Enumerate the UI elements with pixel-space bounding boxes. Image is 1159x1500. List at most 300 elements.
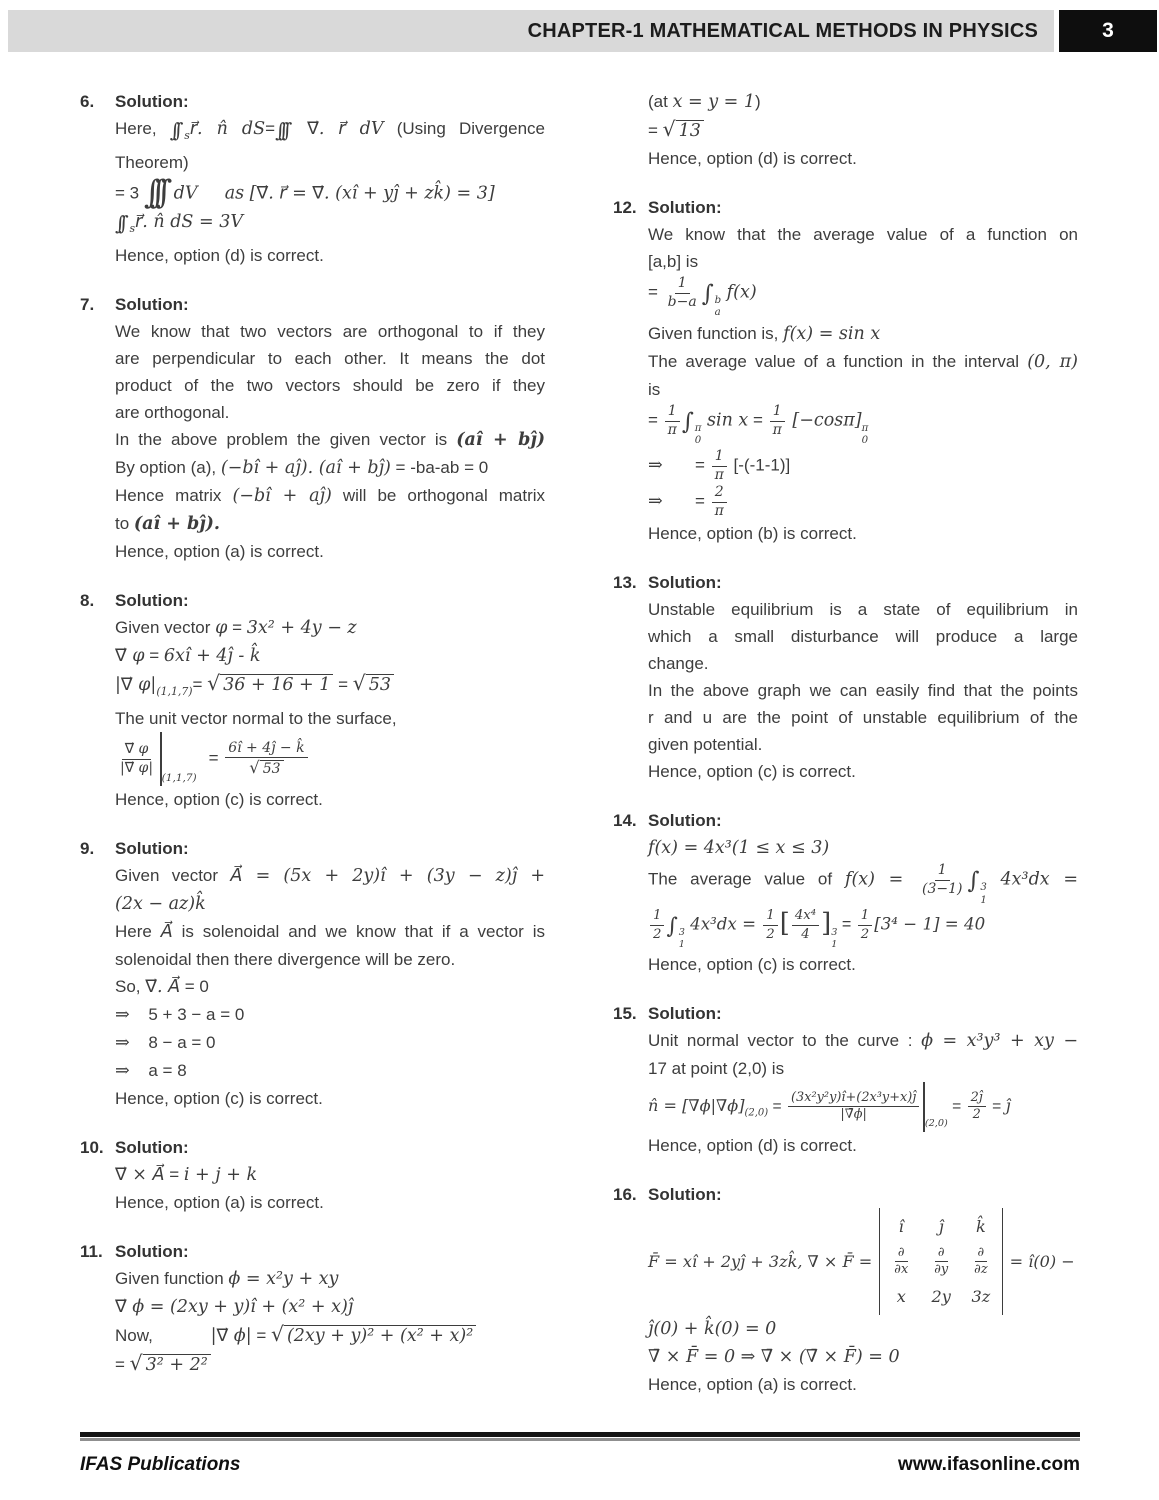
content-line <box>115 482 545 510</box>
content-line <box>648 758 1078 785</box>
radical-sign: √ <box>270 1322 284 1347</box>
solution-heading <box>80 835 545 862</box>
text-run: Here <box>115 922 161 942</box>
content-line <box>115 1001 545 1029</box>
math-run: 13 <box>678 121 701 141</box>
math-run: (−bî + aĵ). (aî + bĵ) <box>220 458 391 479</box>
math-run: î <box>898 1216 904 1236</box>
text-run: Hence, option (c) is correct. <box>648 762 856 782</box>
text-run: Hence, option (d) is correct. <box>648 149 857 168</box>
math-run: ⇒ <box>115 1061 130 1082</box>
fraction <box>786 1090 921 1123</box>
text-run: given potential. <box>648 735 763 755</box>
numerator <box>712 448 727 467</box>
text-run: = <box>144 646 164 666</box>
numerator <box>788 1090 919 1107</box>
text-run: = <box>164 1165 184 1185</box>
solution-title: Solution: <box>115 839 189 859</box>
math-run: ĵ(0) + k̂(0) = 0 <box>648 1319 777 1340</box>
math-run: 1 <box>667 403 677 420</box>
numerator <box>858 907 872 926</box>
content-line <box>648 248 1078 275</box>
numerator <box>665 403 680 422</box>
text-run: Hence, option (c) is correct. <box>115 1089 323 1109</box>
solution-heading <box>80 1134 545 1161</box>
text-run: 17 at point (2,0) is <box>648 1058 785 1078</box>
evaluation-bar <box>160 732 197 786</box>
matrix-cell <box>929 1245 953 1278</box>
math-run: 1 <box>772 403 782 420</box>
math-run: π <box>714 502 724 519</box>
upper-limit: 3 <box>831 926 838 938</box>
solution-block <box>613 88 1078 172</box>
content-line <box>115 705 545 732</box>
solution-body <box>613 596 1078 785</box>
content-line <box>115 890 545 918</box>
solution-block <box>613 569 1078 785</box>
solution-number: 12. <box>613 198 637 217</box>
math-run: ∂y <box>934 1261 949 1277</box>
denominator <box>837 1107 869 1123</box>
content-line <box>648 520 1078 547</box>
lower-limit: 0 <box>694 435 702 447</box>
text-run: Hence, option (c) is correct. <box>648 954 856 974</box>
text-run: change. <box>648 654 709 674</box>
matrix-cell <box>969 1245 992 1278</box>
denominator <box>891 1262 911 1278</box>
matrix-cell <box>969 1213 992 1240</box>
math-run: ∇⃗ φ <box>115 646 145 667</box>
content-line <box>648 484 1078 520</box>
integral-sign: ∫ <box>666 913 671 939</box>
fraction <box>223 740 309 779</box>
math-run: 1 <box>714 448 724 465</box>
math-run: 6xî + 4ĵ - k̂ <box>163 646 261 667</box>
math-run: |∇⃗ φ| <box>115 675 157 696</box>
math-run: dV <box>173 183 198 204</box>
subscript: (1,1,7) <box>156 684 193 698</box>
content-line <box>115 1321 545 1350</box>
content-line <box>115 115 545 149</box>
integral-sign: ∫ <box>701 280 706 307</box>
math-run: ĵ <box>1005 1095 1011 1115</box>
fraction <box>889 1245 913 1278</box>
text-run: We know that the average value of a function on <box>648 225 1078 244</box>
text-run: We know that two vectors are orthogonal to if they <box>115 322 545 342</box>
radicand <box>366 674 394 694</box>
content-line <box>648 951 1078 978</box>
text-run: = <box>115 1355 130 1375</box>
text-run: is solenoidal and we know that if a vector is <box>172 922 545 942</box>
footer-rule-dark <box>80 1432 1080 1437</box>
math-run: ∇̄ × F̄ = 0 ⇒ ∇̄ × (∇̄ × F̄) = 0 <box>648 1347 900 1368</box>
content-line <box>648 596 1078 623</box>
math-run: ∇⃗. r⃗ dV <box>293 119 384 139</box>
solution-heading <box>613 569 1078 596</box>
math-run: 6î + 4ĵ − k̂ <box>228 739 305 756</box>
content-line <box>115 1161 545 1189</box>
numerator <box>122 741 152 760</box>
math-run: ∇⃗ φ <box>124 741 149 758</box>
content-line <box>648 348 1078 376</box>
footer-row <box>80 1454 1080 1476</box>
text-run: solenoidal then there divergence will be zero. <box>115 950 456 970</box>
lower-limit: 0 <box>861 435 869 447</box>
numerator <box>935 862 950 881</box>
matrix-cell <box>929 1283 953 1310</box>
text-run: to <box>115 514 134 534</box>
numerator <box>675 275 690 294</box>
integral-sign: ∫ <box>967 867 972 894</box>
content-line <box>648 677 1078 704</box>
math-run: f(x) <box>721 282 757 303</box>
text-run: [-(-1-1)] <box>728 455 791 475</box>
lower-limit: 1 <box>831 938 838 950</box>
content-line <box>115 1029 545 1057</box>
solution-block <box>613 1181 1078 1398</box>
solution-number: 6. <box>80 92 95 111</box>
text-run: ) <box>755 92 761 111</box>
solution-title: Solution: <box>648 1184 722 1204</box>
solution-number: 16. <box>613 1184 637 1204</box>
math-run: 3z <box>971 1287 991 1307</box>
text-run: (Using Divergence <box>383 119 545 138</box>
content-line <box>648 862 1078 907</box>
evaluation-point: (2,0) <box>924 1118 948 1130</box>
integral-sign: ∫∫∫ <box>143 172 162 211</box>
lower-limit: 1 <box>678 938 685 950</box>
text-run: = 3 <box>115 183 144 203</box>
math-run: b−a <box>667 293 697 310</box>
denominator <box>763 926 777 944</box>
radical-sign: √ <box>207 671 221 696</box>
content-line <box>648 650 1078 677</box>
content-line <box>115 1350 545 1379</box>
math-run: ⇒ <box>115 1005 130 1026</box>
square-root <box>352 671 394 696</box>
solution-block <box>80 88 545 269</box>
denominator <box>665 422 680 440</box>
numerator <box>975 1245 988 1262</box>
math-run: 4x³dx = <box>986 869 1078 890</box>
content-line <box>115 918 545 946</box>
fraction <box>969 1245 992 1278</box>
subscript: s <box>129 222 136 236</box>
math-run: [−cosπ] <box>786 410 862 431</box>
text-run: = <box>208 748 224 768</box>
fraction <box>663 403 682 439</box>
content-line <box>648 1132 1078 1159</box>
solution-number: 13. <box>613 573 637 593</box>
text-run: = <box>265 119 276 138</box>
text-run: r and u are the point of unstable equilibrium of the <box>648 708 1078 728</box>
math-run: 53 <box>368 675 392 696</box>
numerator <box>763 907 777 926</box>
footer-rule-gray <box>80 1438 1080 1441</box>
integral-sign: ∫∫ <box>115 211 123 235</box>
lower-limit: a <box>714 307 721 319</box>
math-run: (3x²y²y)î+(2x³y+x)ĵ <box>791 1090 917 1106</box>
math-run: (−bî + aĵ) <box>232 486 332 507</box>
math-run: (2xy + y)² + (x² + x)² <box>286 1326 474 1347</box>
content-line <box>648 116 1078 145</box>
text-run: = <box>987 1097 1006 1115</box>
solution-body <box>80 1265 545 1379</box>
math-run: ⇒ <box>648 491 663 512</box>
content-columns <box>80 88 1078 1420</box>
text-run: Hence, option (d) is correct. <box>648 1135 857 1155</box>
text-run: = <box>837 915 856 934</box>
content-line <box>648 221 1078 248</box>
content-line <box>115 642 545 670</box>
fraction <box>917 862 967 898</box>
solution-block <box>80 1238 545 1379</box>
radical-sign: √ <box>129 1351 143 1376</box>
content-line <box>115 538 545 565</box>
solution-body <box>613 221 1078 547</box>
numerator <box>895 1245 908 1262</box>
math-run: |∇⃗ ϕ| <box>210 1326 252 1347</box>
content-line <box>115 1085 545 1112</box>
content-line <box>115 345 545 372</box>
text-run: In the above problem the given vector is <box>115 430 457 450</box>
content-line <box>648 376 1078 403</box>
integral-limits <box>862 423 869 449</box>
text-run: = 0 <box>180 977 209 997</box>
denominator <box>665 294 700 312</box>
content-line <box>648 88 1078 116</box>
math-run: 4x³dx = <box>684 914 762 934</box>
solution-body <box>613 88 1078 172</box>
math-run: 1 <box>766 908 775 924</box>
content-line <box>648 1315 1078 1343</box>
content-line <box>648 731 1078 758</box>
math-run: π <box>667 421 677 438</box>
lower-limit: 1 <box>980 894 987 906</box>
solution-heading <box>613 807 1078 834</box>
math-run: ⇒ <box>648 455 663 476</box>
radicand <box>143 1354 211 1374</box>
math-run: 2 <box>766 926 775 942</box>
text-run: = -ba-ab = 0 <box>390 458 489 478</box>
text-run: So, <box>115 977 146 997</box>
math-run: (0, π) <box>1027 352 1079 373</box>
solution-number: 11. <box>80 1242 103 1262</box>
radical-sign: √ <box>249 758 260 778</box>
big-bracket: [ <box>779 908 790 939</box>
content-line <box>648 275 1078 320</box>
page-number: 3 <box>1102 19 1114 42</box>
content-line <box>115 1189 545 1216</box>
text-run: In the above graph we can easily find that the points <box>648 681 1078 701</box>
text-run: By option (a), <box>115 458 221 478</box>
content-line <box>648 704 1078 731</box>
text-run: a = 8 <box>148 1061 187 1081</box>
math-run: ĵ <box>938 1216 944 1236</box>
math-run: ∂ <box>937 1244 945 1260</box>
text-run: Hence matrix <box>115 486 233 506</box>
math-run: ϕ = x²y + xy <box>228 1269 339 1290</box>
text-run: Given vector <box>115 618 216 638</box>
text-run: are perpendicular to each other. It means the dot <box>115 349 545 369</box>
math-run: = î(0) − <box>1009 1251 1075 1271</box>
text-run: Hence, option (a) is correct. <box>115 542 324 562</box>
math-run: π <box>772 421 782 438</box>
math-run: n̂ = [∇̄ϕ|∇̄ϕ] <box>648 1095 745 1115</box>
fraction <box>663 275 702 311</box>
solution-block <box>80 1134 545 1216</box>
solution-block <box>613 807 1078 978</box>
denominator <box>931 1262 951 1278</box>
content-line <box>115 614 545 642</box>
solution-block <box>80 587 545 813</box>
content-line <box>115 973 545 1001</box>
numerator <box>770 403 785 422</box>
math-run: 2 <box>714 484 724 501</box>
upper-limit: 3 <box>678 926 685 938</box>
math-run: 1 <box>677 275 687 291</box>
content-line <box>115 1265 545 1293</box>
text-run: will be orthogonal matrix <box>331 486 546 506</box>
content-line <box>115 946 545 973</box>
solution-title: Solution: <box>115 591 189 611</box>
publisher-website: www.ifasonline.com <box>898 1454 1080 1475</box>
content-line <box>115 242 545 269</box>
math-run: ∇⃗ × A⃗ <box>115 1165 165 1186</box>
content-line <box>648 448 1078 484</box>
content-line <box>648 623 1078 650</box>
solution-body <box>80 318 545 565</box>
math-run: (2x − az)k̂ <box>115 894 206 915</box>
text-run: = <box>333 675 353 695</box>
math-run: 1 <box>860 908 870 924</box>
text-run: 8 − a = 0 <box>148 1033 216 1053</box>
fraction <box>761 907 779 943</box>
fraction <box>710 484 729 520</box>
text-run: is <box>648 380 661 400</box>
page-footer <box>80 1432 1080 1476</box>
solution-number: 14. <box>613 811 637 831</box>
solution-heading <box>613 1000 1078 1027</box>
text-run: = <box>251 1326 271 1346</box>
denominator <box>712 503 727 521</box>
matrix-cell <box>969 1283 992 1310</box>
denominator <box>858 926 872 944</box>
math-run: F̄ = xî + 2yĵ + 3zk̂, ∇̄ × F̄ = <box>648 1251 873 1271</box>
math-run: ∂ <box>977 1244 985 1260</box>
text-run: (at <box>648 92 673 111</box>
content-line <box>648 1027 1078 1055</box>
math-run: 3² + 2² <box>145 1355 208 1376</box>
math-run: 2 <box>972 1107 981 1123</box>
solution-heading <box>80 587 545 614</box>
numerator <box>712 484 727 503</box>
math-run: x = y = 1 <box>672 92 756 112</box>
fraction <box>648 907 666 943</box>
content-line <box>115 732 545 786</box>
page-number-box <box>1059 10 1157 52</box>
math-run: (3−1) <box>922 880 963 897</box>
content-line <box>648 1371 1078 1398</box>
math-run: f(x) = sin x <box>783 324 881 345</box>
square-root <box>249 758 283 778</box>
solution-body <box>80 614 545 813</box>
text-run: Here, <box>115 119 170 138</box>
content-line <box>115 318 545 345</box>
content-line <box>648 320 1078 348</box>
denominator <box>712 467 727 485</box>
determinant <box>879 1208 1002 1315</box>
solution-number: 9. <box>80 839 95 859</box>
matrix-cell <box>889 1245 913 1278</box>
denominator <box>117 760 156 778</box>
math-run: ∇⃗ ϕ = (2xy + y)î + (x² + x)ĵ <box>115 1297 354 1318</box>
content-line <box>648 403 1078 448</box>
math-run-bold: (aî + bĵ) <box>456 430 545 451</box>
right-column <box>613 88 1078 1420</box>
solution-body <box>80 862 545 1112</box>
integral-sign: ∫ <box>681 408 687 435</box>
math-run: 53 <box>262 761 281 778</box>
square-root <box>129 1351 211 1376</box>
text-run: are orthogonal. <box>115 403 230 423</box>
publisher-name: IFAS Publications <box>80 1454 241 1475</box>
math-run: ∂x <box>894 1261 909 1277</box>
radicand <box>260 760 284 776</box>
content-line <box>648 907 1078 950</box>
solution-heading <box>613 194 1078 221</box>
solution-body <box>613 834 1078 978</box>
text-run: Hence, option (d) is correct. <box>115 246 324 266</box>
text-run: = <box>648 410 663 430</box>
text-run: = <box>227 618 247 638</box>
math-run: 2ĵ <box>970 1090 983 1106</box>
math-run: 2 <box>860 926 870 942</box>
solution-title: Solution: <box>115 1138 189 1158</box>
denominator <box>970 1107 984 1123</box>
solution-body <box>613 1027 1078 1159</box>
text-run: = <box>648 121 663 140</box>
math-run: as [∇⃗. r⃗ = ∇⃗. (xî + yĵ + zk̂) = 3] <box>224 183 495 204</box>
denominator <box>246 758 286 779</box>
text-run: = <box>694 455 710 475</box>
solution-title: Solution: <box>115 295 189 315</box>
solution-block <box>613 194 1078 547</box>
math-run: φ <box>215 618 228 639</box>
solution-title: Solution: <box>115 92 189 111</box>
text-run: Now, <box>115 1326 153 1346</box>
text-run: 5 + 3 − a = 0 <box>148 1005 245 1025</box>
math-run: 4 <box>801 926 810 942</box>
math-run: 2y <box>931 1287 951 1307</box>
content-line <box>115 172 545 211</box>
radicand <box>676 120 704 140</box>
text-run: = <box>192 675 208 695</box>
radical-sign: √ <box>662 117 676 141</box>
math-run: [3⁴ − 1] = 40 <box>874 914 986 934</box>
math-run: 36 + 16 + 1 <box>223 675 331 696</box>
content-line <box>115 149 545 176</box>
text-run: = <box>748 410 768 430</box>
numerator <box>225 740 307 759</box>
fraction <box>790 907 821 943</box>
text-run: Theorem) <box>115 152 189 172</box>
denominator <box>650 926 664 944</box>
math-run: |∇⃗ φ| <box>120 759 154 776</box>
math-run: 1 <box>653 908 662 924</box>
math-run: k̂ <box>976 1216 986 1236</box>
math-run: x <box>896 1287 906 1307</box>
